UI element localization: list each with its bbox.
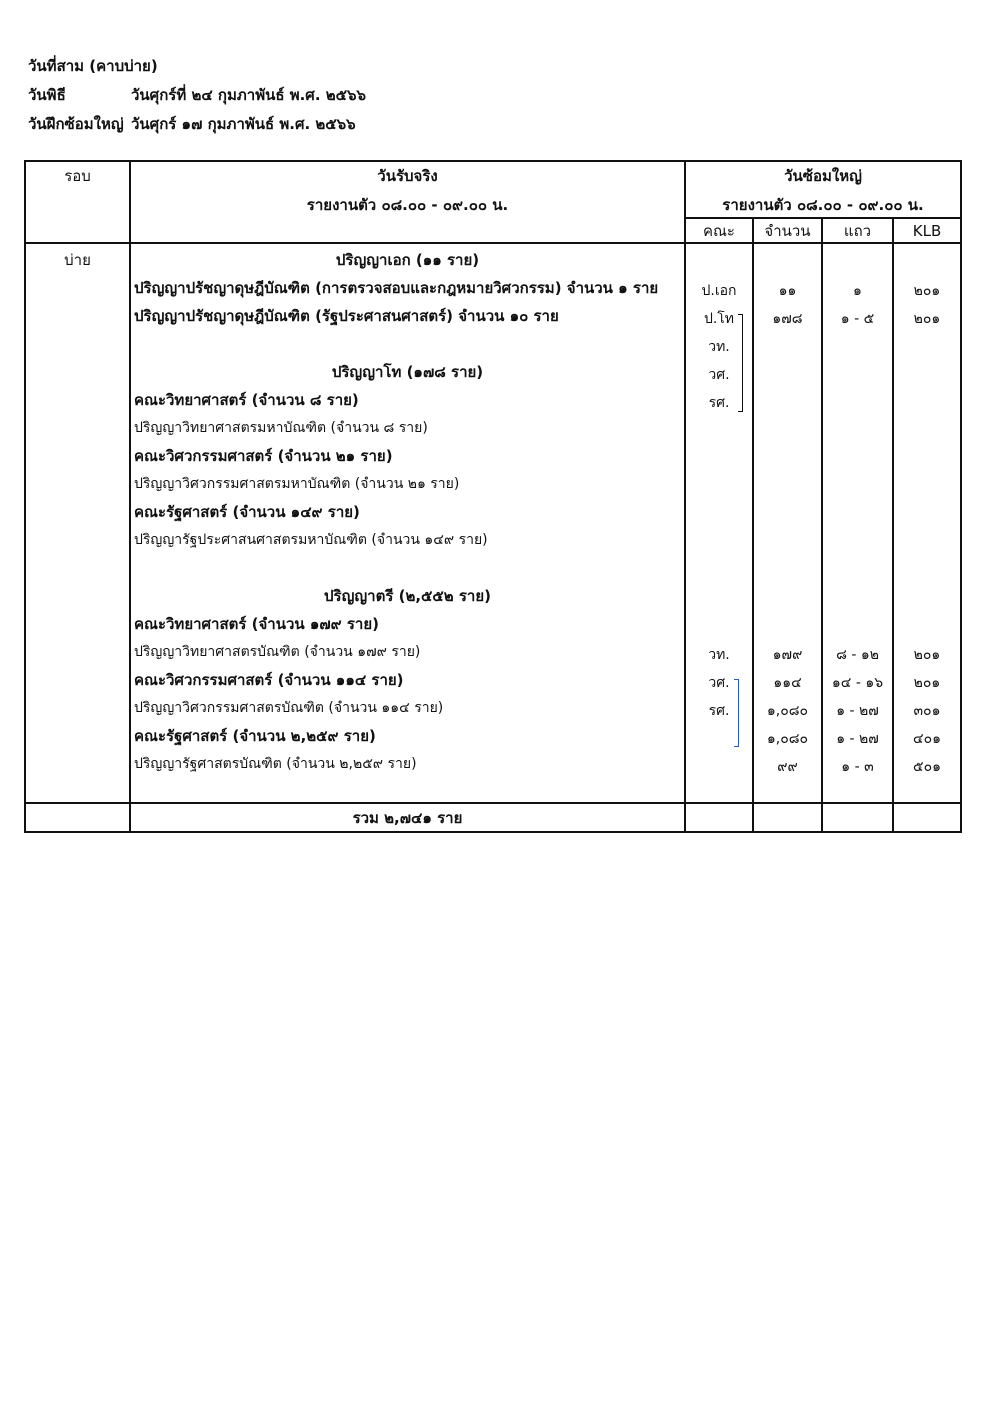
rehearsal-klb-cell: ๓๐๑: [913, 703, 941, 719]
faculty-line: คณะวิทยาศาสตร์ (จำนวน ๑๗๙ ราย): [134, 615, 380, 633]
rehearsal-klb-cell: [894, 529, 960, 557]
rehearsal-row-cell: [823, 361, 892, 389]
header-rule: [24, 242, 962, 244]
rehearsal-row-cell: [823, 473, 892, 501]
rehearsal-faculty-cell: ป.โท: [703, 311, 735, 327]
rehearsal-faculty-cell: รศ.: [708, 395, 730, 411]
rehearsal-row-cell: ๑ - ๕: [840, 311, 875, 327]
rehearsal-count-cell: ๑๗๘: [772, 311, 803, 327]
faculty-line: ปริญญาปรัชญาดุษฎีบัณฑิต (การตรวจสอบและกฎหมายวิศวกรรม) จำนวน ๑ ราย: [134, 279, 659, 297]
faculty-line: คณะรัฐศาสตร์ (จำนวน ๑๔๙ ราย): [134, 503, 360, 521]
rehearsal-count-cell: [754, 417, 821, 445]
rehearsal-klb-cell: ๒๐๑: [913, 311, 941, 327]
ceremony-date: วันศุกร์ที่ ๒๔ กุมภาพันธ์ พ.ศ. ๒๕๖๖: [131, 86, 367, 104]
rehearsal-count-cell: [754, 445, 821, 473]
header-rehearsal-day: วันซ้อมใหญ่: [784, 167, 862, 185]
rehearsal-faculty-cell: [686, 753, 752, 781]
session-title: วันที่สาม (คาบบ่าย): [28, 57, 158, 75]
rehearsal-row-cell: [823, 529, 892, 557]
rehearsal-date-line: [28, 110, 366, 139]
rehearsal-faculty-cell: วศ.: [708, 367, 730, 383]
page-header: [28, 52, 366, 139]
rehearsal-klb-cell: [894, 445, 960, 473]
faculty-line: คณะวิศวกรรมศาสตร์ (จำนวน ๑๑๔ ราย): [134, 671, 404, 689]
rehearsal-count-cell: ๑๗๙: [772, 647, 803, 663]
schedule-table: [24, 160, 962, 833]
rehearsal-row-cell: [823, 389, 892, 417]
rehearsal-faculty-cell: [686, 529, 752, 557]
rehearsal-count-cell: [754, 473, 821, 501]
rehearsal-klb-cell: ๒๐๑: [913, 283, 941, 299]
program-line: ปริญญาวิทยาศาสตรบัณฑิต (จำนวน ๑๗๙ ราย): [134, 644, 421, 660]
rehearsal-faculty-cell: [686, 557, 752, 585]
rehearsal-row-cell: [823, 557, 892, 585]
rehearsal-klb-cell: ๒๐๑: [913, 675, 941, 691]
rehearsal-count-cell: ๑๑: [778, 283, 797, 299]
rehearsal-klb-cell: ๒๐๑: [913, 647, 941, 663]
rehearsal-row-cell: [823, 613, 892, 641]
rehearsal-count-cell: ๙๙: [777, 759, 798, 775]
degree-heading: ปริญญาเอก (๑๑ ราย): [335, 251, 480, 269]
rehearsal-row-cell: [823, 445, 892, 473]
rehearsal-count-cell: [754, 613, 821, 641]
header-round: รอบ: [64, 167, 91, 185]
header-actual-day: วันรับจริง: [377, 167, 438, 185]
header-faculty: คณะ: [702, 222, 735, 240]
rehearsal-faculty-cell: วท.: [708, 339, 730, 355]
header-klb: KLB: [912, 222, 942, 240]
rehearsal-row-cell: [823, 333, 892, 361]
round-value: บ่าย: [64, 251, 91, 269]
rehearsal-faculty-cell: ป.เอก: [701, 283, 737, 299]
faculty-line: ปริญญาปรัชญาดุษฎีบัณฑิต (รัฐประศาสนศาสตร์) จำนวน ๑๐ ราย: [134, 307, 559, 325]
program-line: ปริญญาวิศวกรรมศาสตรบัณฑิต (จำนวน ๑๑๔ ราย): [134, 700, 444, 716]
total-label: รวม ๒,๗๔๑ ราย: [352, 809, 463, 827]
rehearsal-klb-cell: [894, 585, 960, 613]
rehearsal-klb-cell: [894, 333, 960, 361]
rehearsal-count-cell: [754, 501, 821, 529]
rehearsal-count-cell: [754, 557, 821, 585]
rehearsal-faculty-cell: [686, 613, 752, 641]
program-line: ปริญญารัฐศาสตรบัณฑิต (จำนวน ๒,๒๕๙ ราย): [134, 756, 417, 772]
rehearsal-count-cell: ๑๑๔: [773, 675, 802, 691]
rehearsal-count-cell: [754, 333, 821, 361]
ceremony-label: วันพิธี: [28, 86, 66, 104]
rehearsal-klb-cell: ๔๐๑: [912, 731, 942, 747]
rehearsal-count-cell: [754, 529, 821, 557]
rehearsal-row-cell: ๑ - ๓: [841, 759, 874, 775]
rehearsal-row-cell: ๘ - ๑๒: [836, 647, 879, 663]
header-rehearsal-report: รายงานตัว ๐๘.๐๐ - ๐๙.๐๐ น.: [722, 196, 924, 214]
rehearsal-klb-cell: [894, 501, 960, 529]
rehearsal-count-cell: [754, 361, 821, 389]
faculty-line: คณะวิทยาศาสตร์ (จำนวน ๘ ราย): [134, 391, 359, 409]
rehearsal-klb-cell: [894, 473, 960, 501]
rehearsal-faculty-cell: วศ.: [708, 675, 730, 691]
rehearsal-count-cell: [754, 389, 821, 417]
program-line: ปริญญารัฐประศาสนศาสตรมหาบัณฑิต (จำนวน ๑๔๙ ราย): [134, 532, 488, 548]
rehearsal-date: วันศุกร์ ๑๗ กุมภาพันธ์ พ.ศ. ๒๕๖๖: [131, 115, 356, 133]
rehearsal-klb-cell: [894, 613, 960, 641]
rehearsal-row-cell: ๑๔ - ๑๖: [831, 675, 884, 691]
rehearsal-klb-cell: ๕๐๑: [912, 759, 942, 775]
rehearsal-row-cell: [823, 417, 892, 445]
rehearsal-faculty-cell: [686, 445, 752, 473]
rehearsal-faculty-cell: วท.: [708, 647, 730, 663]
rehearsal-label: วันฝึกซ้อมใหญ่: [28, 115, 124, 133]
faculty-line: คณะรัฐศาสตร์ (จำนวน ๒,๒๕๙ ราย): [134, 727, 376, 745]
header-row: แถว: [843, 222, 872, 240]
rehearsal-faculty-cell: [686, 725, 752, 753]
rehearsal-count-cell: ๑,๐๘๐: [766, 703, 809, 719]
header-count: จำนวน: [764, 222, 811, 240]
program-line: ปริญญาวิศวกรรมศาสตรมหาบัณฑิต (จำนวน ๒๑ ราย): [134, 476, 460, 492]
rehearsal-faculty-cell: [686, 473, 752, 501]
rehearsal-row-cell: ๑ - ๒๗: [836, 731, 879, 747]
table-border-right: [960, 160, 962, 833]
rehearsal-klb-cell: [894, 389, 960, 417]
rehearsal-count-cell: ๑,๐๘๐: [766, 731, 809, 747]
rehearsal-row-cell: ๑: [853, 283, 862, 299]
faculty-line: คณะวิศวกรรมศาสตร์ (จำนวน ๒๑ ราย): [134, 447, 393, 465]
degree-heading: ปริญญาตรี (๒,๕๕๒ ราย): [324, 587, 491, 605]
rehearsal-faculty-cell: [686, 501, 752, 529]
rehearsal-row-cell: [823, 501, 892, 529]
degree-heading: ปริญญาโท (๑๗๘ ราย): [331, 363, 484, 381]
rehearsal-klb-cell: [894, 361, 960, 389]
rehearsal-count-cell: [754, 585, 821, 613]
rehearsal-row-cell: [823, 585, 892, 613]
rehearsal-klb-cell: [894, 417, 960, 445]
rehearsal-row-cell: ๑ - ๒๗: [836, 703, 879, 719]
rehearsal-klb-cell: [894, 557, 960, 585]
rehearsal-faculty-cell: [686, 417, 752, 445]
ceremony-date-line: [28, 81, 366, 110]
rehearsal-faculty-cell: รศ.: [708, 703, 730, 719]
program-line: ปริญญาวิทยาศาสตรมหาบัณฑิต (จำนวน ๘ ราย): [134, 420, 428, 436]
rehearsal-faculty-cell: [686, 585, 752, 613]
header-actual-report: รายงานตัว ๐๘.๐๐ - ๐๙.๐๐ น.: [306, 196, 509, 214]
